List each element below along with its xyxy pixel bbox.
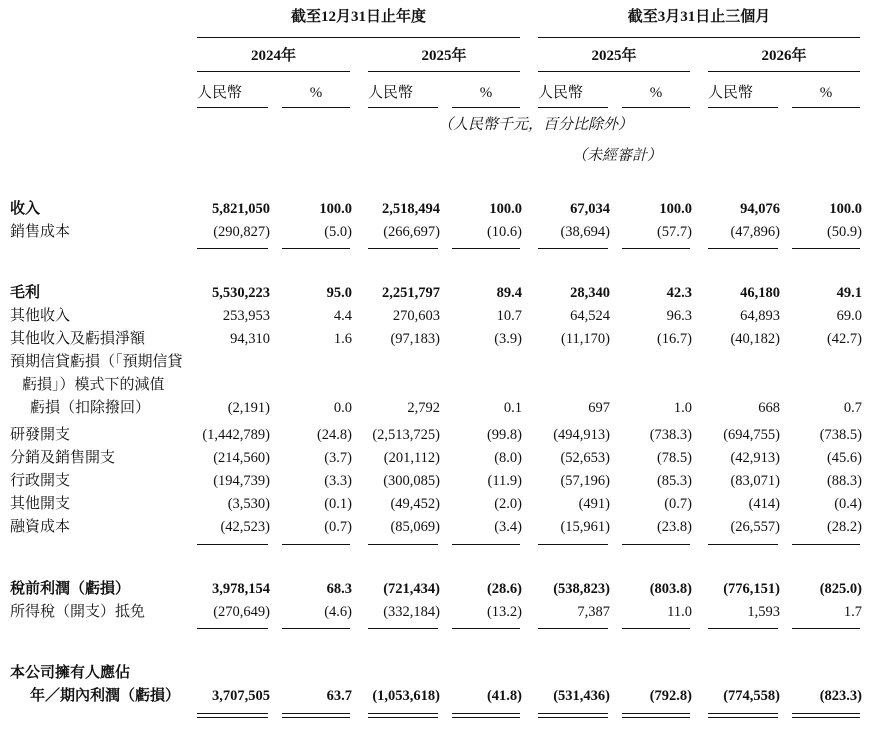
cell-value: (5.0) bbox=[324, 224, 352, 240]
cell-value: (738.5) bbox=[819, 427, 862, 443]
subtotal-rule bbox=[452, 544, 520, 545]
column-label: 人民幣 bbox=[538, 85, 584, 101]
row-label: 其他收入及虧損淨額 bbox=[10, 331, 146, 347]
row-label: 分銷及銷售開支 bbox=[10, 450, 116, 466]
cell-value: (38,694) bbox=[560, 224, 610, 240]
cell-value: 28,340 bbox=[570, 285, 610, 301]
column-rule bbox=[282, 107, 350, 108]
cell-value: (97,183) bbox=[390, 331, 440, 347]
cell-value: (45.6) bbox=[826, 450, 862, 466]
cell-value: (57,196) bbox=[560, 473, 610, 489]
column-rule bbox=[538, 107, 608, 108]
group-title: 截至3月31日止三個月 bbox=[627, 9, 771, 25]
cell-value: (10.6) bbox=[486, 224, 522, 240]
cell-value: 3,978,154 bbox=[212, 581, 270, 597]
cell-value: (83,071) bbox=[730, 473, 780, 489]
cell-value: (803.8) bbox=[649, 581, 692, 597]
cell-value: (78.5) bbox=[656, 450, 692, 466]
subtotal-rule bbox=[282, 248, 350, 249]
subtotal-rule bbox=[282, 544, 350, 545]
cell-value: 270,603 bbox=[392, 308, 440, 324]
cell-value: 1.0 bbox=[673, 400, 692, 416]
subtotal-rule bbox=[452, 248, 520, 249]
cell-value: (23.8) bbox=[656, 519, 692, 535]
subtotal-rule bbox=[368, 248, 438, 249]
total-double-rule bbox=[282, 713, 350, 718]
cell-value: (11,170) bbox=[561, 331, 610, 347]
cell-value: (776,151) bbox=[723, 581, 780, 597]
cell-value: (4.6) bbox=[324, 604, 352, 620]
cell-value: 94,076 bbox=[740, 201, 780, 217]
column-rule bbox=[622, 107, 690, 108]
cell-value: (531,436) bbox=[553, 688, 610, 704]
subtotal-rule bbox=[708, 544, 778, 545]
row-label: 銷售成本 bbox=[10, 224, 71, 240]
row-label: 研發開支 bbox=[10, 427, 71, 443]
cell-value: 64,893 bbox=[740, 308, 780, 324]
cell-value: (28.6) bbox=[486, 581, 522, 597]
cell-value: (42,523) bbox=[220, 519, 270, 535]
total-double-rule bbox=[538, 713, 608, 718]
cell-value: 63.7 bbox=[326, 688, 352, 704]
cell-value: (16.7) bbox=[656, 331, 692, 347]
year-rule bbox=[368, 71, 520, 72]
subtotal-rule bbox=[792, 544, 860, 545]
cell-value: 0.1 bbox=[503, 400, 522, 416]
cell-value: (3.9) bbox=[494, 331, 522, 347]
subtotal-rule bbox=[282, 628, 350, 629]
row-label: 年／期內利潤（虧損） bbox=[30, 688, 181, 704]
cell-value: 89.4 bbox=[496, 285, 522, 301]
cell-value: 253,953 bbox=[222, 308, 270, 324]
cell-value: 68.3 bbox=[326, 581, 352, 597]
cell-value: 100.0 bbox=[829, 201, 862, 217]
row-label: 其他開支 bbox=[10, 496, 71, 512]
cell-value: (266,697) bbox=[383, 224, 440, 240]
cell-value: (2,513,725) bbox=[372, 427, 440, 443]
total-double-rule bbox=[197, 713, 268, 718]
cell-value: (1,053,618) bbox=[372, 688, 440, 704]
unit-note: （人民幣千元，百分比除外） bbox=[438, 117, 634, 133]
group-rule bbox=[538, 37, 860, 38]
cell-value: 69.0 bbox=[836, 308, 862, 324]
cell-value: (2,191) bbox=[227, 400, 270, 416]
cell-value: 7,387 bbox=[577, 604, 610, 620]
cell-value: (290,827) bbox=[213, 224, 270, 240]
cell-value: (50.9) bbox=[826, 224, 862, 240]
cell-value: (774,558) bbox=[723, 688, 780, 704]
column-rule bbox=[368, 107, 438, 108]
row-label: 所得稅（開支）抵免 bbox=[10, 604, 146, 620]
cell-value: (1,442,789) bbox=[202, 427, 270, 443]
subtotal-rule bbox=[197, 628, 268, 629]
cell-value: 100.0 bbox=[489, 201, 522, 217]
year-label: 2026年 bbox=[761, 48, 807, 64]
column-label: % bbox=[479, 85, 493, 101]
subtotal-rule bbox=[622, 628, 690, 629]
subtotal-rule bbox=[792, 628, 860, 629]
subtotal-rule bbox=[622, 544, 690, 545]
subtotal-rule bbox=[792, 248, 860, 249]
cell-value: 697 bbox=[588, 400, 610, 416]
cell-value: (201,112) bbox=[383, 450, 440, 466]
cell-value: (52,653) bbox=[560, 450, 610, 466]
cell-value: (738.3) bbox=[649, 427, 692, 443]
cell-value: (8.0) bbox=[494, 450, 522, 466]
column-rule bbox=[708, 107, 778, 108]
total-double-rule bbox=[622, 713, 690, 718]
cell-value: 46,180 bbox=[740, 285, 780, 301]
cell-value: (694,755) bbox=[723, 427, 780, 443]
cell-value: (47,896) bbox=[730, 224, 780, 240]
cell-value: (40,182) bbox=[730, 331, 780, 347]
cell-value: 3,707,505 bbox=[212, 688, 270, 704]
cell-value: (99.8) bbox=[486, 427, 522, 443]
cell-value: 100.0 bbox=[319, 201, 352, 217]
cell-value: (28.2) bbox=[826, 519, 862, 535]
cell-value: (0.4) bbox=[834, 496, 862, 512]
cell-value: (0.7) bbox=[324, 519, 352, 535]
column-label: 人民幣 bbox=[708, 85, 754, 101]
cell-value: 64,524 bbox=[570, 308, 610, 324]
column-rule bbox=[792, 107, 860, 108]
cell-value: (24.8) bbox=[316, 427, 352, 443]
cell-value: (491) bbox=[578, 496, 610, 512]
cell-value: (194,739) bbox=[213, 473, 270, 489]
cell-value: (13.2) bbox=[486, 604, 522, 620]
cell-value: (214,560) bbox=[213, 450, 270, 466]
cell-value: 5,821,050 bbox=[212, 201, 270, 217]
subtotal-rule bbox=[538, 248, 608, 249]
row-label: 行政開支 bbox=[10, 473, 71, 489]
column-label: % bbox=[309, 85, 323, 101]
cell-value: (3.4) bbox=[494, 519, 522, 535]
cell-value: (42.7) bbox=[826, 331, 862, 347]
group-title: 截至12月31日止年度 bbox=[290, 9, 426, 25]
cell-value: 2,518,494 bbox=[382, 201, 440, 217]
cell-value: (823.3) bbox=[819, 688, 862, 704]
cell-value: (721,434) bbox=[383, 581, 440, 597]
cell-value: (792.8) bbox=[649, 688, 692, 704]
subtotal-rule bbox=[708, 248, 778, 249]
row-label: 融資成本 bbox=[10, 519, 71, 535]
year-label: 2024年 bbox=[250, 48, 296, 64]
cell-value: (0.1) bbox=[324, 496, 352, 512]
cell-value: 96.3 bbox=[666, 308, 692, 324]
subtotal-rule bbox=[708, 628, 778, 629]
cell-value: (2.0) bbox=[494, 496, 522, 512]
row-label: 虧損」）模式下的減值 bbox=[22, 377, 165, 393]
column-rule bbox=[197, 107, 268, 108]
subtotal-rule bbox=[368, 628, 438, 629]
cell-value: (825.0) bbox=[819, 581, 862, 597]
subtotal-rule bbox=[197, 248, 268, 249]
year-rule bbox=[538, 71, 690, 72]
group-rule bbox=[197, 37, 520, 38]
cell-value: (42,913) bbox=[730, 450, 780, 466]
column-label: 人民幣 bbox=[368, 85, 414, 101]
subtotal-rule bbox=[368, 544, 438, 545]
total-double-rule bbox=[368, 713, 438, 718]
subtotal-rule bbox=[622, 248, 690, 249]
cell-value: (3.7) bbox=[324, 450, 352, 466]
row-label: 本公司擁有人應佔 bbox=[10, 665, 131, 681]
cell-value: (414) bbox=[748, 496, 780, 512]
cell-value: 67,034 bbox=[570, 201, 610, 217]
cell-value: 11.0 bbox=[667, 604, 692, 620]
column-label: % bbox=[819, 85, 833, 101]
cell-value: (538,823) bbox=[553, 581, 610, 597]
row-label: 其他收入 bbox=[10, 308, 71, 324]
cell-value: 4.4 bbox=[333, 308, 352, 324]
cell-value: (0.7) bbox=[664, 496, 692, 512]
cell-value: (3,530) bbox=[227, 496, 270, 512]
total-double-rule bbox=[792, 713, 860, 718]
cell-value: 5,530,223 bbox=[212, 285, 270, 301]
row-label: 預期信貸虧損（「預期信貸 bbox=[10, 354, 183, 370]
total-double-rule bbox=[452, 713, 520, 718]
cell-value: (57.7) bbox=[656, 224, 692, 240]
cell-value: 668 bbox=[758, 400, 780, 416]
column-label: % bbox=[649, 85, 663, 101]
year-label: 2025年 bbox=[421, 48, 467, 64]
row-label: 虧損（扣除撥回） bbox=[30, 400, 151, 416]
subtotal-rule bbox=[452, 628, 520, 629]
row-label: 稅前利潤（虧損） bbox=[10, 581, 131, 597]
cell-value: (270,649) bbox=[213, 604, 270, 620]
cell-value: 0.7 bbox=[843, 400, 862, 416]
year-rule bbox=[197, 71, 350, 72]
cell-value: (85,069) bbox=[390, 519, 440, 535]
subtotal-rule bbox=[538, 628, 608, 629]
cell-value: (494,913) bbox=[553, 427, 610, 443]
cell-value: (26,557) bbox=[730, 519, 780, 535]
unaudited-note: （未經審計） bbox=[572, 148, 663, 164]
year-label: 2025年 bbox=[591, 48, 637, 64]
cell-value: 1.6 bbox=[333, 331, 352, 347]
cell-value: (300,085) bbox=[383, 473, 440, 489]
subtotal-rule bbox=[538, 544, 608, 545]
row-label: 收入 bbox=[10, 201, 41, 217]
cell-value: 1,593 bbox=[747, 604, 780, 620]
cell-value: (88.3) bbox=[826, 473, 862, 489]
cell-value: 1.7 bbox=[843, 604, 862, 620]
subtotal-rule bbox=[197, 544, 268, 545]
cell-value: (85.3) bbox=[656, 473, 692, 489]
cell-value: (3.3) bbox=[324, 473, 352, 489]
cell-value: 95.0 bbox=[326, 285, 352, 301]
cell-value: 94,310 bbox=[230, 331, 270, 347]
cell-value: (11.9) bbox=[487, 473, 522, 489]
total-double-rule bbox=[708, 713, 778, 718]
cell-value: (41.8) bbox=[486, 688, 522, 704]
year-rule bbox=[708, 71, 860, 72]
cell-value: (49,452) bbox=[390, 496, 440, 512]
cell-value: (15,961) bbox=[560, 519, 610, 535]
cell-value: 2,792 bbox=[407, 400, 440, 416]
cell-value: 10.7 bbox=[496, 308, 522, 324]
row-label: 毛利 bbox=[10, 285, 41, 301]
cell-value: 100.0 bbox=[659, 201, 692, 217]
cell-value: 2,251,797 bbox=[382, 285, 440, 301]
cell-value: 0.0 bbox=[333, 400, 352, 416]
cell-value: 42.3 bbox=[666, 285, 692, 301]
cell-value: (332,184) bbox=[383, 604, 440, 620]
column-label: 人民幣 bbox=[197, 85, 243, 101]
cell-value: 49.1 bbox=[836, 285, 862, 301]
column-rule bbox=[452, 107, 520, 108]
